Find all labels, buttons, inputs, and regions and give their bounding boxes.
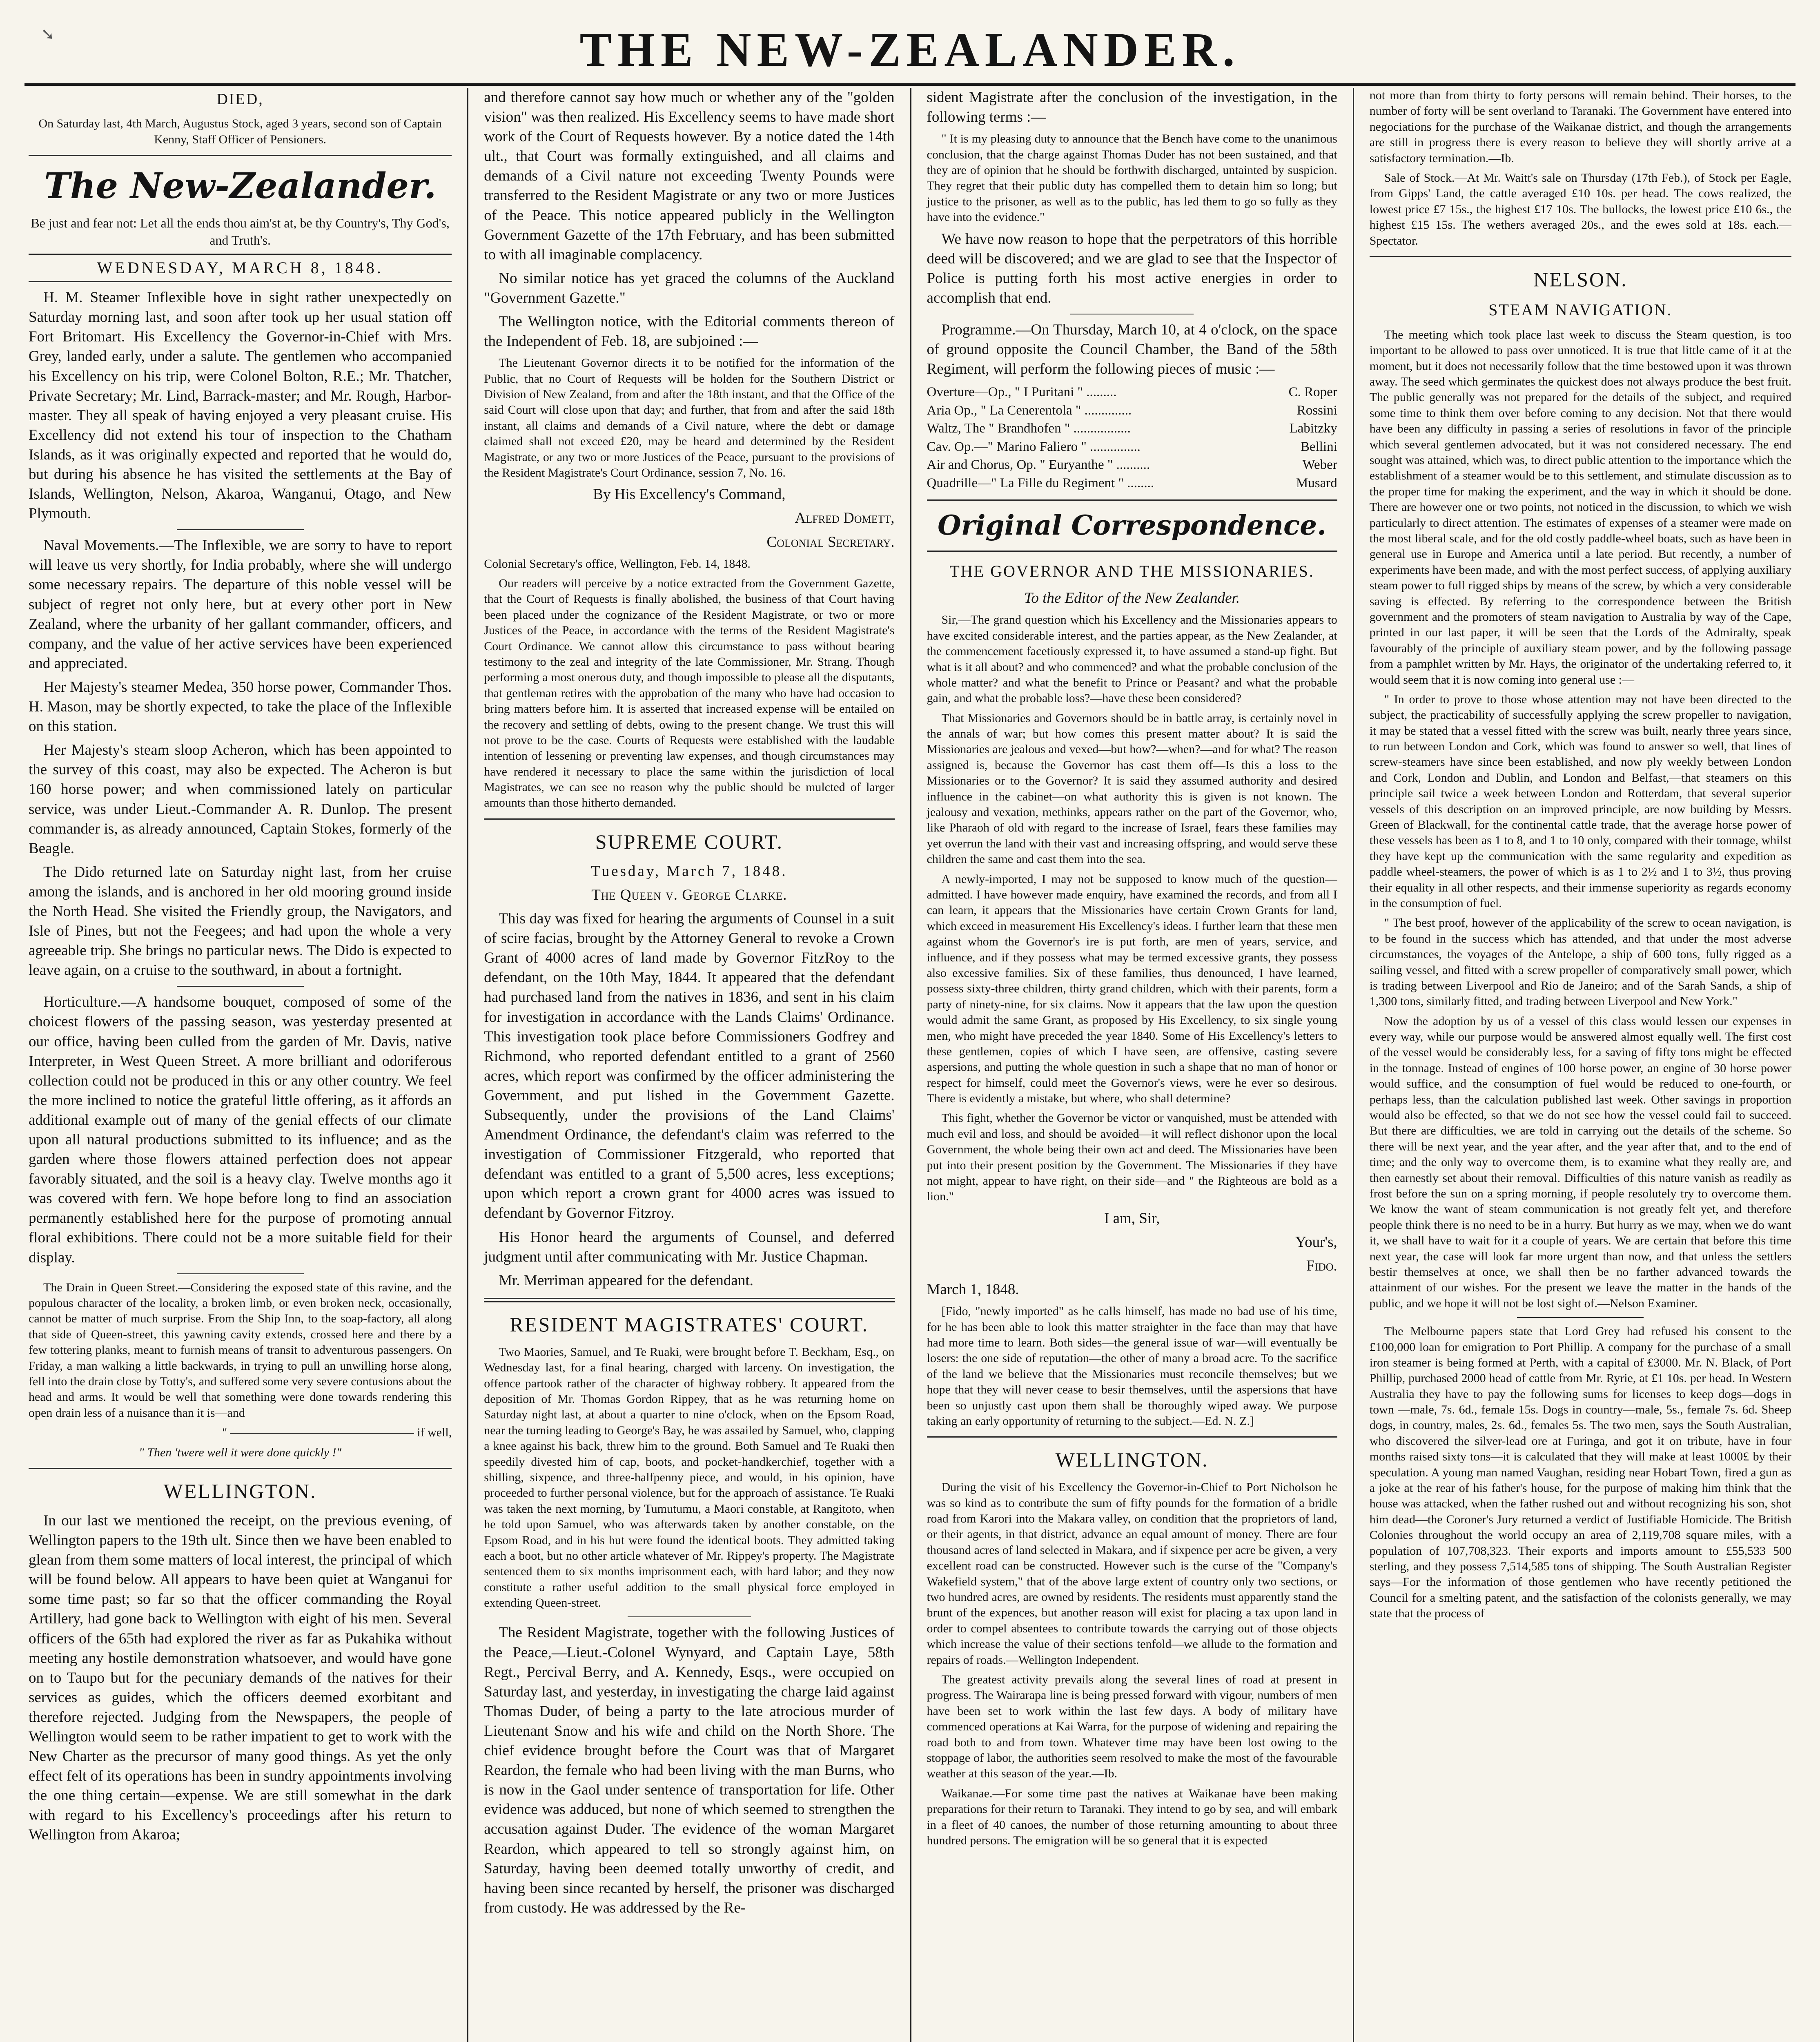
article-waikanae-continued: not more than from thirty to forty persons will remain behind. Their horses, to the number of forty will be sent overland to Taranaki. The Government have entered into negociations for the purchase of the Waikanae district, and though the arrangements are still in progress there is every reason to believe they will shortly arrive at a satisfactory termination.—Ib. (1369, 89, 1791, 165)
masthead (25, 16, 1795, 86)
article-editorial-comments: Our readers will perceive by a notice extracted from the Government Gazette, that the Court of Requests is finally abolished, the business of that Court having been placed under the cognizance of the Resident Magistrate, or two or more Justices of the Peace, in accordance with the terms of the Resident Magistrate's Court Ordinance. We cannot allow this circumstance to pass without bearing testimony to the zeal and integrity of the late Commissioner, Mr. Strang. Though performing a most onerous duty, and though impossible to please all the disputants, that gentleman retires with the approbation of the many who have had occasion to bring matters before him. It is asserted that increased expense will be entailed on the recovery and settling of debts, owing to the present change. We trust this will not prove to be the case. Courts of Requests were established with the laudable intention of lessening or preventing law expenses, and though circumstances may have rendered it necessary to place the same within the jurisdiction of local Magistrates, we can see no reason why the public should be mulcted of larger amounts than those hitherto demanded. (484, 577, 895, 810)
died-notice: On Saturday last, 4th March, Augustus Stock, aged 3 years, second son of Captain Kenny, Staff Officer of Pensioners. (38, 117, 442, 146)
article-duder-continued: sident Magistrate after the conclusion of the investigation, in the following terms :— (927, 89, 1337, 126)
paper-motto: Be just and fear not: Let all the ends thou aim'st at, be thy Country's, Thy God's, and Truth's. (31, 215, 450, 247)
article-police-inspector: We have now reason to hope that the perpetrators of this horrible deed will be discovered; and we are glad to see that the Inspector of Police is putting forth his most active energies in order to accomplish that end. (927, 230, 1337, 306)
programme-item (927, 474, 1337, 493)
divider (29, 1468, 452, 1469)
wellington-heading-2: WELLINGTON. (1055, 1448, 1209, 1471)
article-duder-investigation: The Resident Magistrate, together with the following Justices of the Peace,—Lieut.-Colonel Wynyard, and Captain Laye, 58th Regt., Percival Berry, and A. Kennedy, Esqs., were occupied on Saturday last, and yesterday, in investigating the charge laid against Thomas Duder, of being a party to the late atrocious murder of Lieutenant Snow and his wife and child on the North Shore. The chief evidence brought before the Court was that of Margaret Reardon, the female who had been living with the man Burns, who is now in the Gaol under sentence of transportation for life. Other evidence was adduced, but none of which seemed to strengthen the accusation against Duder. The evidence of the woman Margaret Reardon, which appeared to tell so strongly against him, on Saturday, having been deemed totally unworthy of credit, and having been since recanted by herself, the prisoner was discharged from custody. He was addressed by the Re- (484, 1624, 895, 1916)
article-medea: Her Majesty's steamer Medea, 350 horse power, Commander Thos. H. Mason, may be shortly expected, to take the place of the Inflexible on this station. (29, 678, 452, 735)
programme-composer: C. Roper (1288, 385, 1337, 400)
article-sale-of-stock: Sale of Stock.—At Mr. Waitt's sale on Thursday (17th Feb.), of Stock per Eagle, from Gipps' Land, the cattle averaged £10 10s. per head. The cows realized, the lowest price £7 15s., the highest £17 10s. The bullocks, the lowest price £10 6s., the highest £15 15s. The wethers averaged 20s., and the ewes sold at 18s. each.—Spectator. (1369, 171, 1791, 247)
letter-date: March 1, 1848. (927, 1281, 1019, 1298)
notice-signature-name: Alfred Domett, (795, 510, 895, 527)
government-notice: The Lieutenant Governor directs it to be notified for the information of the Public, that no Court of Requests will be holden for the Southern District or Division of New Zealand, from and after the 18th instant, and that the Office of the said Court will close upon that day; and further, that from and after the said 18th instant, all claims and demands of a Civil nature, where the debt or damage claimed shall not exceed £20, may be heard and determined by the Resident Magistrate, or any two or more Justices of the Peace, pursuant to the provisions of the Resident Magistrate's Court Ordinance, session 7, No. 16. (484, 356, 895, 479)
divider (177, 986, 304, 987)
letter-closing: I am, Sir, (1104, 1210, 1160, 1227)
article-programme: Programme.—On Thursday, March 10, at 4 o'clock, on the space of ground opposite the Council Chamber, the Band of the 58th Regiment, will perform the following pieces of music :— (927, 321, 1337, 378)
article-maories-larceny: Two Maories, Samuel, and Te Ruaki, were brought before T. Beckham, Esq., on Wednesday last, for a final hearing, charged with larceny. On investigation, the offence partook rather of the character of highway robbery. It appeared from the deposition of Mr. Thomas Gordon Rippey, that as he was returning home on Saturday night last, at about a quarter to nine o'clock, when on the Epsom Road, near the turning leading to George's Bay, he was assailed by Samuel, who, clapping a knee against his back, threw him to the ground. Both Samuel and Te Ruaki then speedily divested him of cap, boots, and pocket-handkerchief, together with a shilling, sixpence, and three-halfpenny piece, and would, in his opinion, have proceeded to further personal violence, but for the approach of assistance. Te Ruaki was taken the next morning, by Tumutumu, a Maori constable, at Rangitoto, when he told upon Samuel, who was afterwards taken by another constable, on the Epsom Road, and in his hut were found the identical boots. They admitted taking each a boot, but no other article whatever of Mr. Rippey's property. The Magistrate sentenced them to six months imprisonment each, with hard labor; and they now constitute a rather useful addition to the small physical force employed in extending Queen-street. (484, 1345, 895, 1610)
quote-line-2: " Then 'twere well it were done quickly !" (139, 1445, 342, 1459)
article-drain: The Drain in Queen Street.—Considering the exposed state of this ravine, and the populous character of the locality, a broken limb, or even broken neck, occasionally, cannot be matter of much surprise. From the Ship Inn, to the soap-factory, all along that side of Queen-street, this yawning cavity extends, crossed here and there by a few tottering planks, meant to furnish means of transit to adventurous passengers. On Friday, a man walking a little backwards, in trying to pull an unwilling horse along, fell into the drain close by Totty's, and suffered some very severe contusions about the head and arms. It would be well that something were done towards rendering this open drain less of a nuisance than it is—and (29, 1280, 452, 1420)
article-acheron: Her Majesty's steam sloop Acheron, which has been appointed to the survey of this coast, may also be expected. The Acheron is but 160 horse power; and when commissioned lately on particular service, was under Lieut.-Commander A. R. Dunlop. The present commander is, as already announced, Captain Stokes, formerly of the Beagle. (29, 742, 452, 857)
programme-item (927, 438, 1337, 456)
paper-title: The New-Zealander. (44, 165, 437, 207)
editor-note: [Fido, "newly imported" as he calls himself, has made no bad use of his time, for he has been able to look this matter straighter in the face than may that have had more time to learn. Both sides—the general issue of war—will eventually be losers: the one side of reputation—the other of many a broad acre. To the sacrifice of the land we believe that the Missionaries must reconcile themselves; but we hope that they will never cease to besir themselves, until the aspersions that have been so unjustly cast upon them shall be thoroughly wiped away. We purpose taking an early opportunity of returning to the subject.—Ed. N. Z.] (927, 1304, 1337, 1428)
article-wellington-notice-intro: The Wellington notice, with the Editorial comments thereon of the Independent of Feb. 18, are subjoined :— (484, 313, 895, 350)
letter-paragraph-3: A newly-imported, I may not be supposed to know much of the question—admitted. I have however made enquiry, have examined the records, and from all I can learn, it appears that the Missionaries have certain Crown Grants for land, which exceed in measurement His Excellency's ideas. I further learn that these men against whom the Governor's ire is put forth, are men of years, service, and influence, and if they possess what may be termed excessive grants, they possess also excessive families. Six of these families, thus denounced, I have learned, possess sixty-three children, thirty grand children, which with their parents, form a party of ninety-nine, for six claims. Now it appears that the law upon the question would admit the same Grant, as proposed by His Excellency, to six single young men, who might have preceded the year 1840. Some of His Excellency's letters to these gentlemen, copies of which I have seen, are offensive, casting severe aspersions, and putting the whole question in such a shape that no man of honor or respect for himself, could meet the Governor's views, were he ever so desirous. There is evidently a mistake, but where, who shall determine? (927, 872, 1337, 1106)
music-programme (927, 383, 1337, 492)
steam-navigation-heading: STEAM NAVIGATION. (1488, 300, 1673, 319)
original-correspondence-heading: Original Correspondence. (938, 509, 1327, 542)
notice-signature-title: Colonial Secretary. (766, 533, 895, 551)
programme-composer: Rossini (1296, 403, 1337, 418)
programme-piece: Overture—Op., " I Puritani " ......... (927, 385, 1117, 400)
court-date: Tuesday, March 7, 1848. (591, 863, 788, 880)
wellington-heading: WELLINGTON. (163, 1479, 317, 1503)
article-screw-propeller: " In order to prove to those whose attention may not have been directed to the subject, the practicability of successfully applying the screw propeller to navigation, it may be stated that a vessel fitted with the screw was built, nearly three years since, to run between London and Cork, which was found to answer so well, that lines of screw-steamers have since been established, and now ply weekly between London and Cork, London and Dublin, and London and Belfast,—that steamers on this principle sail twice a week between London and Rotterdam, that several superior vessels of this description on an improved principle, are now building by Messrs. Green of Blackwall, for the continental cattle trade, that the average horse power of these vessels has been as 1 to 8, and 1 to 10 only, compared with their tonnage, whilst they have kept up the communication with the same regularity and expedition as paddle wheel-steamers, the power of which is as 1 to 2½ and 1 to 3½, thus proving their equality in all other respects, and their immense superiority as regards economy in the consumption of fuel. (1369, 692, 1791, 910)
quote-line-1: " ——————————————— if well, (222, 1426, 452, 1440)
letter-paragraph-1: Sir,—The grand question which his Excellency and the Missionaries appears to have excited considerable interest, and the parties appear, as the New Zealander, at the commencement facetiously expressed it, to have assumed a stand-up fight. But what is it all about? and who commenced? and what the probable conclusion of the whole matter? and what the benefit to Prince or Peasant? and what the probable gain, and what the probable loss?—have these been considered? (927, 613, 1337, 705)
article-steam-meeting: The meeting which took place last week to discuss the Steam question, is too important to be allowed to pass over unnoticed. It is true that little came of it at the moment, but it does not necessarily follow that the time bestowed upon it was thrown away. The seed which germinates the quickest does not always produce the best fruit. The public generally was not prepared for the details of the subject, and required some time to think them over before coming to any decision. Not that there would have been any difficulty in passing a series of resolutions in favor of the principle which several gentlemen advocated, but it was not considered necessary. The end sought was attained, which was, to direct public attention to the importance which the establishment of a steamer would be to this settlement, and stimulate discussion as to the proper time for making the experiment, and the way in which it should be done. There are however one or two points, not noticed in the discussion, to which we wish particularly to direct attention. The estimates of expenses of a steamer were made on the most liberal scale, and for the old costly paddle-wheel boats, such as have been in general use in Europe and America until a late period. But recently, a number of experiments have been made, and with the most perfect success, of applying auxiliary steam power to full rigged ships by means of the screw, by which a very considerable saving is effected. By referring to the correspondence between the British government and the promoters of steam navigation to Australia by way of the Cape, printed in our last paper, it will be seen that the Lords of the Admiralty, speak favourably of the principle of auxiliary steam power, and by the following passage from a pamphlet written by Mr. Hays, the originator of the undertaking referred to, it would seem that it is now coming into general use :— (1369, 328, 1791, 687)
programme-piece: Air and Chorus, Op. " Euryanthe " .......... (927, 457, 1150, 473)
article-karori-road: During the visit of his Excellency the Governor-in-Chief to Port Nicholson he was so kind as to contribute the sum of fifty pounds for the formation of a bridle road from Karori into the Makara valley, on condition that the proprietors of land, or their agents, in that district, advance an equal amount of money. There are four thousand acres of land selected in Makara, and if sixpence per acre be given, a very excellent road can be constructed. However such is the curse of the "Company's Wakefield system," that of the above large extent of country only two sections, or two hundred acres, are owned by residents. The residents must apparently stand the brunt of the expences, but another reason will exist for placing a tax upon land in order to compel absentees to contribute towards the carrying out of those objects which increase the value of their sections tenfold—we allude to the formation and repairs of roads.—Wellington Independent. (927, 1480, 1337, 1667)
article-steam-adoption: Now the adoption by us of a vessel of this class would lessen our expenses in every way, while our purpose would be answered almost equally well. The first cost of the vessel would be considerably less, for a saving of fifty tons might be effected in the tonnage. Instead of engines of 100 horse power, an engine of 30 horse power would suffice, and the consumption of fuel would be reduced to one-fourth, or perhaps less, than the calculation published last week. Other savings in proportion would also be effected, so that we do not see how the vessel could fail to succeed. But there are difficulties, we are told in carrying out the details of the scheme. So there will be next year, and the year after, and the year after that, and to the end of time; and the only way to overcome them, is to examine what they really are, and then earnestly set about their removal. Difficulties of this nature vanish as readily as frost before the sun on a spring morning, if people resolutely try to overcome them. We know the want of steam communication is not greatly felt yet, and therefore people think there is no need to be in a hurry. But hurry as we may, when we do want it, we shall have to wait for it a couple of years. We are certain that before this time next year, the case will look far more urgent than now, and that unless the settlers bestir themselves at once, we shall then be no farther advanced towards the attainment of our wishes. For the present we leave the matter in the hands of the public, and we hope it will not be lost sight of.—Nelson Examiner. (1369, 1014, 1791, 1310)
divider (628, 1616, 751, 1617)
nelson-heading: NELSON. (1533, 268, 1628, 291)
column-4 (1353, 88, 1795, 2042)
columns-container (25, 88, 1795, 2042)
article-antelope: " The best proof, however of the applicability of the screw to ocean navigation, is to be found in the success which has attended, and that under the most adverse circumstances, the voyages of the Antelope, a ship of 600 tons, fully rigged as a sailing vessel, and fitted with a screw propeller of comparatively small power, which is trading between Liverpool and Rio de Janeiro; and of the Sarah Sands, a ship of 1,300 tons, similarly fitted, and trading between Liverpool and New York." (1369, 916, 1791, 1008)
article-supreme-court-counsel: Mr. Merriman appeared for the defendant. (499, 1272, 753, 1289)
programme-piece: Waltz, The " Brandhofen " ................. (927, 421, 1131, 436)
issue-dateline: WEDNESDAY, MARCH 8, 1848. (29, 254, 452, 282)
programme-item (927, 383, 1337, 401)
column-2 (467, 88, 910, 2042)
programme-item (927, 401, 1337, 420)
notice-dateline: Colonial Secretary's office, Wellington, Feb. 14, 1848. (484, 557, 751, 571)
programme-item (927, 456, 1337, 474)
programme-composer: Bellini (1300, 439, 1337, 454)
masthead-title: THE NEW-ZEALANDER. (579, 23, 1241, 76)
article-auckland-gazette: No similar notice has yet graced the columns of the Auckland "Government Gazette." (484, 270, 895, 306)
case-title: The Queen v. George Clarke. (591, 886, 787, 903)
article-melbourne-papers: The Melbourne papers state that Lord Grey had refused his consent to the £100,000 loan for emigration to Port Phillip. A company for the purchase of a small iron steamer is being formed at Perth, with a capital of £3000. Mr. N. Black, of Port Phillip, purchased 2000 head of cattle from Mr. Ryrie, at £1 10s. per head. In Western Australia they have to pay the following sums for licenses to keep dogs—dogs in town —male, 7s. 6d., female 15s. Dogs in country—male, 5s., female 7s. 6d. Sheep dogs, in country, males, 2s. 6d., females 5s. The two men, says the South Australian, who discovered the silver-lead ore at Furinga, and got it on tribute, have in four months raised sixty tons—it is calculated that they will make at least 1000£ by their speculation. A young man named Vaughan, residing near Hobart Town, fired a gun as a joke at the rear of his father's house, for the purpose of making him think that the house was attacked, when the father rushed out and without recognizing his son, shot him dead—the Coroner's Jury returned a verdict of Justifiable Homicide. The British Colonies throughout the world occupy an area of 2,119,708 square miles, with a population of 107,708,323. Their exports and imports amount to £55,533 500 sterling, and they possess 7,514,585 tons of shipping. The South Australian Register says—For the information of those gentlemen who have recently petitioned the Council for a smelting patent, and the satisfaction of the colonists generally, we may state that the process of (1369, 1324, 1791, 1621)
divider (1370, 256, 1791, 257)
programme-piece: Cav. Op.—" Marino Faliero " ............... (927, 439, 1141, 454)
letter-yours: Your's, (1295, 1233, 1337, 1251)
divider (29, 155, 452, 156)
article-court-of-requests: and therefore cannot say how much or whether any of the "golden vision" was then realized. His Excellency seems to have made short work of the Court of Requests however. By a notice dated the 14th ult., that Court was formally extinguished, and all claims and demands of a Civil nature not exceeding Twenty Pounds were transferred to the Resident Magistrate or any two or more Justices of the Peace. This notice appeared publicly in the Wellington Government Gazette of the 17th February, and has been submitted to with all imaginable complacency. (484, 89, 895, 263)
resident-magistrates-heading: RESIDENT MAGISTRATES' COURT. (510, 1313, 869, 1336)
programme-composer: Weber (1302, 457, 1337, 473)
divider (177, 529, 304, 530)
article-road-activity: The greatest activity prevails along the several lines of road at present in progress. The Wairarapa line is being pressed forward with vigour, numbers of men have been set to work within the last few days. A body of military have commenced operations at Kai Warra, for the purpose of widening and repairing the road both to and from town. Whatever time may have been lost owing to the stoppage of labor, the authorities seem resolved to make the most of the favourable weather at this season of the year.—Ib. (927, 1673, 1337, 1781)
governor-missionaries-heading: THE GOVERNOR AND THE MISSIONARIES. (949, 562, 1314, 581)
supreme-court-heading: SUPREME COURT. (595, 830, 784, 853)
article-horticulture: Horticulture.—A handsome bouquet, composed of some of the choicest flowers of the passing season, was yesterday presented at our office, having been culled from the garden of Mr. Davis, native Interpreter, in West Queen Street. A more brilliant and odoriferous collection could not be produced in this or any other country. We feel the more inclined to notice the grateful little offering, as it affords an additional example out of many of the genial effects of our climate upon all natural productions submitted to its influence; and as the garden where those flowers attained perfection does not appear favorably situated, and the soil is a heavy clay. Twelve months ago it was covered with fern. We hope before long to find an association permanently established here for the purpose of promoting annual floral exhibitions. There could not be a more suitable field for their display. (29, 994, 452, 1266)
magistrate-statement: " It is my pleasing duty to announce that the Bench have come to the unanimous conclusion, that the charge against Thomas Duder has not been sustained, and that they are of opinion that he should be forthwith discharged, untainted by suspicion. They regret that their public duty has compelled them to detain him so long; but justice to the prisoner, as well as to the public, has led them to go so fully as they have into the evidence." (927, 132, 1337, 224)
divider (484, 818, 894, 820)
article-waikanae: Waikanae.—For some time past the natives at Waikanae have been making preparations for their return to Taranaki. They intend to go by sea, and will embark in a fleet of 40 canoes, the number of those returning amounting to about three hundred persons. The emigration will be so general that it is expected (927, 1786, 1337, 1847)
divider (177, 1273, 304, 1274)
article-inflexible: H. M. Steamer Inflexible hove in sight rather unexpectedly on Saturday morning last, and soon after took up her usual station off Fort Britomart. His Excellency the Governor-in-Chief with Mrs. Grey, landed early, under a salute. The gentlemen who accompanied his Excellency on his trip, were Colonel Bolton, R.E.; Mr. Thatcher, Private Secretary; Mr. Lind, Barrack-master; and Mr. Rough, Harbor-master. They all speak of having enjoyed a very pleasant cruise. His Excellency did not extend his tour of inspection to the Chatham Islands, as it was originally expected and reported that he would do, but during his absence he has visited the settlements at the Bay of Islands, Wellington, Nelson, Akaroa, Wanganui, Otago, and New Plymouth. (29, 289, 452, 522)
divider (927, 499, 1337, 501)
article-supreme-court-judgment: His Honor heard the arguments of Counsel, and deferred judgment until after communicating with Mr. Justice Chapman. (484, 1228, 895, 1265)
programme-piece: Quadrille—" La Fille du Regiment " ........ (927, 475, 1154, 490)
article-dido: The Dido returned late on Saturday night last, from her cruise among the islands, and is anchored in her old mooring ground inside the North Head. She visited the Friendly group, the Navigators, and Isle of Pines, but not the Feegees; and had upon the whole a very agreeable trip. She brings no particular news. The Dido is expected to leave again, on a cruise to the southward, in about a fortnight. (29, 863, 452, 979)
divider (927, 1436, 1337, 1438)
divider (1517, 1317, 1644, 1318)
letter-paragraph-4: This fight, whether the Governor be victor or vanquished, must be attended with much evil and loss, and should be avoided—it will reflect dishonor upon the local Government, the whole being their own act and deed. The Missionaries have been put into their present position by the Government. The Missionaries if they have not might, appear to have right, on their side—and " the Righteous are bold as a lion." (927, 1111, 1337, 1204)
letter-signature: Fido. (1306, 1257, 1337, 1274)
died-heading: DIED, (216, 91, 264, 108)
divider (927, 551, 1337, 552)
letter-salutation: To the Editor of the New Zealander. (1024, 590, 1240, 607)
divider (484, 1298, 894, 1302)
column-1 (25, 88, 467, 2042)
programme-piece: Aria Op., " La Cenerentola " .............. (927, 403, 1132, 418)
programme-composer: Labitzky (1289, 421, 1337, 436)
article-naval-movements: Naval Movements.—The Inflexible, we are sorry to have to report will leave us very shortly, for India probably, where she will undergo some necessary repairs. The departure of this noble vessel will be subject of regret not only here, but at every other port in New Zealand, where the urbanity of her gallant commander, officers, and company, and the value of her active services have been experienced and appreciated. (29, 537, 452, 672)
column-3 (910, 88, 1353, 2042)
programme-composer: Musard (1296, 475, 1337, 490)
page-corner-mark: ➘ (41, 25, 55, 43)
article-wellington: In our last we mentioned the receipt, on the previous evening, of Wellington papers to the 19th ult. Since then we have been enabled to glean from them some matters of local interest, the principal of which will be found below. All appears to have been quiet at Wanganui for some time past; so far so that the officer commanding the Royal Artillery, had gone back to Wellington with eight of his men. Several officers of the 65th had explored the river as far as Pukahika without meeting any hostile demonstration whatsoever, and would have gone on to Taupo but for the pecuniary demands of the natives for their services as guides, which the officers deemed exorbitant and therefore rejected. Judging from the Newspapers, the people of Wellington would seem to be rather impatient to get to work with the New Charter as the precursor of many good things. As yet the only effect felt of its operations has been in sundry appointments involving the one thing certain—expense. We are still somewhat in the dark with regard to his Excellency's proceedings after his return to Wellington from Akaroa; (29, 1512, 452, 1844)
programme-item (927, 419, 1337, 438)
letter-paragraph-2: That Missionaries and Governors should be in battle array, is certainly novel in the annals of war; but how comes this present matter about? It is said the Missionaries are jealous and vexed—but how?—when?—and for what? The reason assigned is, because the Governor has cast them off—Is this a loss to the Missionaries or to the Governor? It is said they assumed authority and desired influence in the cabinet—on what authority this is given is not known. The jealousy and vexation, methinks, appears rather on the part of the Governor, who, like Pharaoh of old with regard to the increase of Israel, fears these families may yet overrun the land with their vast and increasing offspring, and would serve these children the same and cast them into the sea. (927, 711, 1337, 866)
article-supreme-court: This day was fixed for hearing the arguments of Counsel in a suit of scire facias, brought by the Attorney General to revoke a Crown Grant of 4000 acres of land made by Governor FitzRoy to the defendant, on the 10th May, 1844. It appeared that the defendant had purchased land from the natives in 1836, and sent in his claim for investigation in accordance with the Lands Claims' Ordinance. This investigation took place before Commissioners Godfrey and Richmond, who reported defendant entitled to a grant of 2560 acres, which report was confirmed by the officer administering the Government, and put lished in the Government Gazette. Subsequently, under the provisions of the Land Claims' Amendment Ordinance, the defendant's claim was referred to the investigation of Commissioner Fitzgerald, who reported that defendant was entitled to a grant of 5,500 acres, less exceptions; upon which report a crown grant for 4000 acres was issued to defendant by Governor Fitzroy. (484, 910, 895, 1222)
notice-command: By His Excellency's Command, (593, 486, 786, 503)
